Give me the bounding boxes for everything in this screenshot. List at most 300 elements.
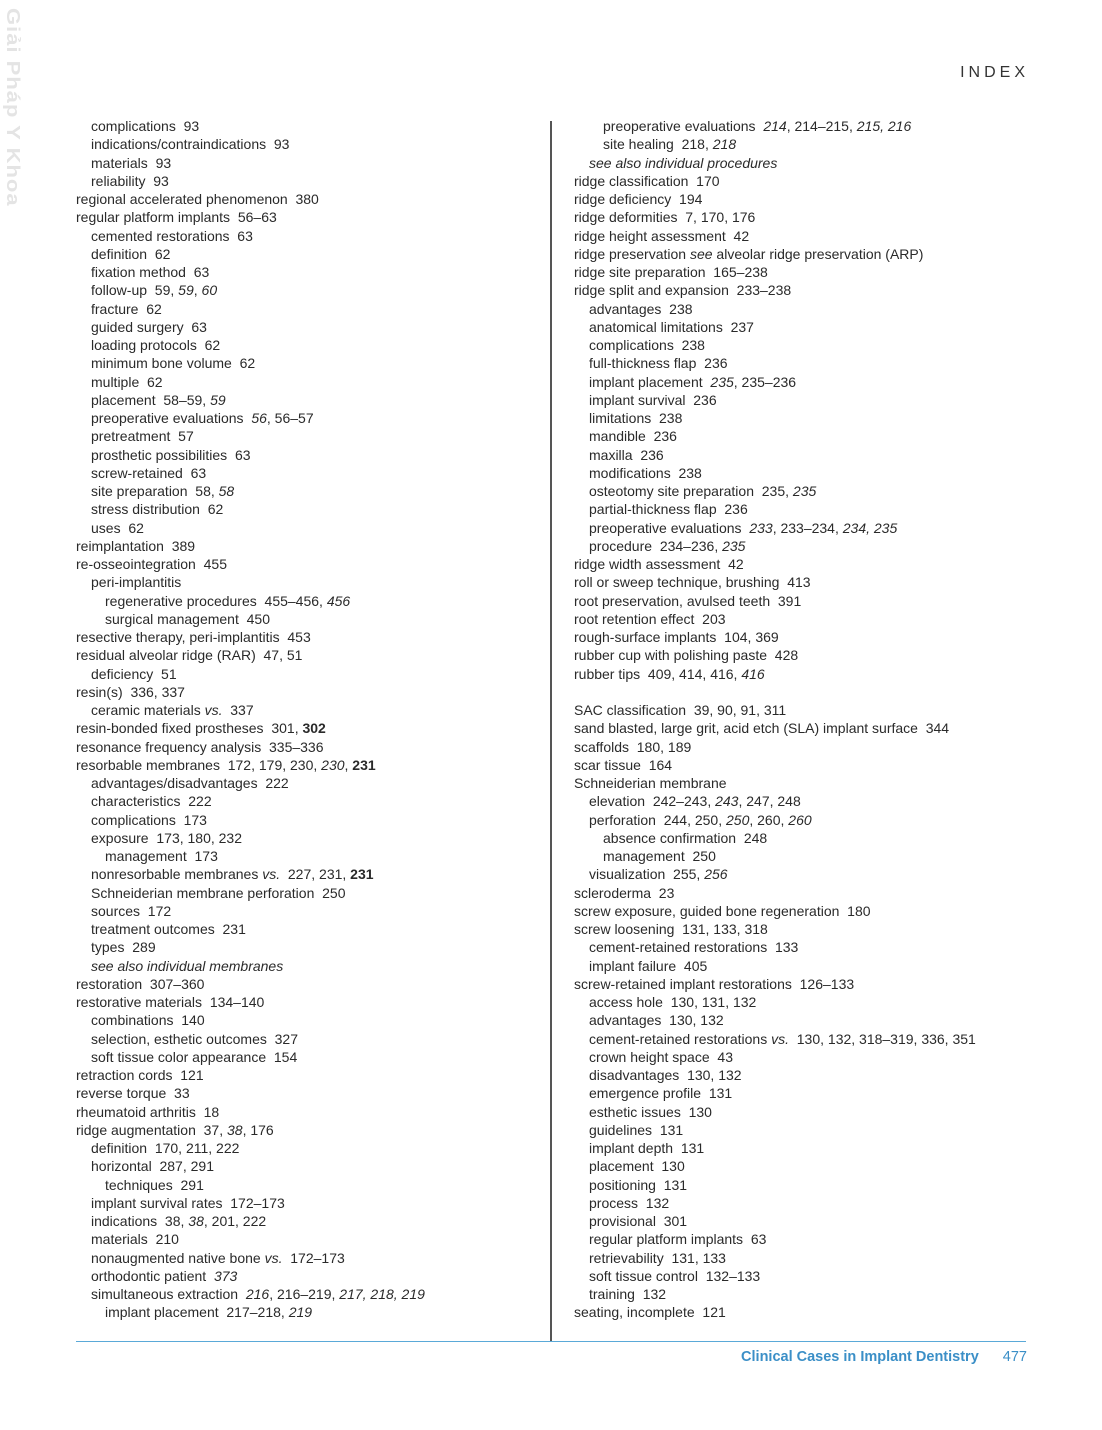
entry-text: rheumatoid arthritis 18	[76, 1103, 220, 1120]
entry-text: visualization 255,	[589, 866, 705, 883]
entry-text: resin(s) 336, 337	[76, 683, 185, 700]
index-subentry	[574, 1121, 1054, 1139]
entry-text: implant survival 236	[589, 391, 717, 408]
index-entry	[574, 208, 1054, 226]
index-entry	[574, 975, 1054, 993]
index-subentry	[574, 938, 1054, 956]
entry-text: ridge classification 170	[574, 172, 720, 189]
entry-text: Schneiderian membrane	[574, 775, 727, 791]
entry-text: 230	[321, 756, 345, 773]
entry-text: peri-implantitis	[91, 574, 182, 591]
entry-text: management 250	[603, 848, 716, 864]
index-entry	[574, 884, 1054, 902]
entry-text: nonaugmented native bone	[91, 1249, 265, 1266]
entry-text: 373	[213, 1267, 238, 1284]
index-subentry	[76, 811, 546, 829]
entry-text: characteristics 222	[91, 793, 212, 810]
index-subentry	[76, 610, 546, 628]
index-subentry	[574, 792, 1054, 810]
entry-text: indications/contraindications 93	[91, 136, 290, 153]
index-entry	[574, 756, 1054, 774]
entry-text: 235	[792, 483, 817, 499]
index-entry	[574, 701, 1054, 719]
index-entry	[76, 1103, 546, 1121]
index-subentry	[76, 665, 546, 683]
index-entry	[574, 245, 1054, 263]
entry-text: soft tissue color appearance 154	[91, 1048, 298, 1065]
entry-text: , 214–215,	[786, 118, 857, 134]
entry-text: 302	[302, 720, 326, 737]
index-entry	[76, 628, 546, 646]
entry-text: restoration 307–360	[76, 975, 205, 992]
entry-text: site healing 218,	[603, 136, 713, 153]
entry-text: cement-retained restorations 133	[589, 939, 799, 956]
entry-text: advantages/disadvantages 222	[91, 775, 289, 791]
entry-text: complications 93	[91, 118, 200, 134]
index-subentry	[76, 427, 546, 445]
entry-text: alveolar ridge preservation (ARP)	[712, 245, 924, 262]
entry-text: reimplantation 389	[76, 537, 196, 554]
entry-text: , 216–219,	[269, 1286, 340, 1302]
index-subentry	[76, 446, 546, 464]
entry-text: ridge augmentation 37,	[76, 1121, 227, 1138]
index-entry	[76, 537, 546, 555]
index-subentry	[574, 500, 1054, 518]
entry-text: 250	[726, 811, 750, 828]
entry-text: resective therapy, peri-implantitis 453	[76, 629, 311, 645]
index-entry	[574, 920, 1054, 938]
entry-text: 231	[352, 756, 376, 773]
index-subentry	[76, 1267, 546, 1285]
index-subentry	[76, 1194, 546, 1212]
entry-text: implant failure 405	[589, 957, 708, 974]
entry-text: nonresorbable membranes	[91, 866, 263, 883]
section-gap	[574, 683, 1054, 701]
column-divider	[550, 121, 552, 1341]
entry-text: regional accelerated phenomenon 380	[76, 191, 319, 207]
index-subentry	[76, 373, 546, 391]
entry-text: vs.	[264, 1249, 283, 1266]
index-column-left	[76, 117, 546, 1322]
entry-text: vs.	[262, 866, 281, 883]
entry-text: uses 62	[91, 519, 144, 536]
entry-text: 234, 235	[842, 519, 898, 536]
page-number: 477	[1002, 1349, 1027, 1365]
index-subentry	[76, 117, 546, 135]
entry-text: ,	[193, 282, 202, 299]
entry-text: , 235–236	[733, 373, 797, 390]
entry-text: perforation 244, 250,	[589, 811, 726, 828]
entry-text: implant placement 217–218,	[105, 1304, 289, 1321]
index-subentry	[574, 1103, 1054, 1121]
entry-text: 416	[741, 665, 765, 682]
entry-text: osteotomy site preparation 235,	[589, 483, 793, 499]
entry-text: 231	[350, 866, 374, 883]
index-subentry	[76, 1303, 546, 1321]
index-subentry	[574, 1139, 1054, 1157]
index-subentry	[76, 701, 546, 719]
index-subentry	[76, 1139, 546, 1157]
entry-text: soft tissue control 132–133	[589, 1267, 761, 1284]
index-subentry	[76, 519, 546, 537]
index-subentry	[76, 865, 546, 883]
entry-text: ridge width assessment 42	[574, 556, 744, 572]
index-subentry	[76, 774, 546, 792]
index-subentry	[574, 957, 1054, 975]
index-subentry	[76, 1176, 546, 1194]
entry-text: implant depth 131	[589, 1140, 705, 1156]
index-subentry	[76, 1230, 546, 1248]
entry-text: , 201, 222	[203, 1213, 267, 1229]
entry-text: re-osseointegration 455	[76, 556, 227, 572]
entry-text: preoperative evaluations	[603, 118, 764, 134]
index-entry	[76, 683, 546, 701]
index-subentry	[76, 300, 546, 318]
index-subentry	[574, 354, 1054, 372]
entry-text: see also individual procedures	[589, 154, 778, 171]
index-entry	[574, 719, 1054, 737]
entry-text: rubber cup with polishing paste 428	[574, 647, 799, 664]
index-subentry	[574, 1230, 1054, 1248]
entry-text: prosthetic possibilities 63	[91, 446, 251, 463]
index-entry	[574, 610, 1054, 628]
entry-text: definition 62	[91, 245, 171, 262]
running-head: INDEX	[960, 64, 1029, 81]
index-entry	[76, 646, 546, 664]
entry-text: access hole 130, 131, 132	[589, 994, 757, 1010]
entry-text: ridge preservation	[574, 245, 690, 262]
entry-text: procedure 234–236,	[589, 537, 723, 554]
entry-text: implant survival rates 172–173	[91, 1194, 285, 1211]
entry-text: 215, 216	[856, 118, 912, 134]
index-subentry	[76, 391, 546, 409]
index-entry	[574, 1303, 1054, 1321]
index-subentry	[574, 409, 1054, 427]
entry-text: see	[689, 245, 713, 262]
entry-text: ridge split and expansion 233–238	[574, 282, 792, 299]
index-subentry	[574, 1176, 1054, 1194]
index-subentry	[574, 446, 1054, 464]
entry-text: resonance frequency analysis 335–336	[76, 738, 324, 755]
index-entry	[76, 555, 546, 573]
index-entry	[574, 646, 1054, 664]
entry-text: 227, 231,	[280, 866, 351, 883]
index-subentry	[76, 957, 546, 975]
index-subentry	[76, 829, 546, 847]
entry-text: maxilla 236	[589, 446, 664, 463]
entry-text: emergence profile 131	[589, 1085, 733, 1102]
entry-text: guided surgery 63	[91, 318, 207, 335]
index-subentry	[574, 1066, 1054, 1084]
index-entry	[574, 738, 1054, 756]
index-subentry	[76, 318, 546, 336]
entry-text: placement 58–59,	[91, 391, 211, 408]
entry-text: 214	[763, 118, 787, 134]
entry-text: 218	[712, 136, 737, 153]
entry-text: reverse torque 33	[76, 1085, 190, 1102]
index-entry	[76, 1121, 546, 1139]
entry-text: pretreatment 57	[91, 428, 194, 445]
index-subentry	[76, 154, 546, 172]
entry-text: guidelines 131	[589, 1121, 684, 1138]
entry-text: management 173	[105, 848, 218, 864]
entry-text: disadvantages 130, 132	[589, 1067, 742, 1083]
entry-text: ridge deformities 7, 170, 176	[574, 209, 756, 226]
index-subentry	[574, 1212, 1054, 1230]
entry-text: types 289	[91, 939, 156, 956]
entry-text: full-thickness flap 236	[589, 355, 728, 372]
index-subentry	[76, 500, 546, 518]
entry-text: , 176	[242, 1121, 274, 1138]
index-subentry	[574, 117, 1054, 135]
entry-text: esthetic issues 130	[589, 1103, 712, 1120]
index-entry	[574, 592, 1054, 610]
index-subentry	[574, 318, 1054, 336]
index-entry	[574, 172, 1054, 190]
index-entry	[574, 665, 1054, 683]
index-subentry	[574, 1084, 1054, 1102]
entry-text: 59	[178, 282, 194, 299]
entry-text: , 233–234,	[772, 519, 843, 536]
entry-text: , 56–57	[266, 410, 314, 426]
index-subentry	[574, 300, 1054, 318]
entry-text: advantages 130, 132	[589, 1012, 724, 1029]
entry-text: screw-retained implant restorations 126–133	[574, 975, 855, 992]
entry-text: 260	[788, 811, 812, 828]
index-entry	[574, 263, 1054, 281]
entry-text: materials 93	[91, 154, 172, 171]
index-subentry	[76, 263, 546, 281]
entry-text: 38	[227, 1121, 243, 1138]
index-subentry	[574, 427, 1054, 445]
entry-text: crown height space 43	[589, 1048, 733, 1065]
index-subentry	[76, 792, 546, 810]
entry-text: see also individual membranes	[91, 957, 284, 974]
entry-text: combinations 140	[91, 1012, 205, 1029]
entry-text: materials 210	[91, 1231, 179, 1248]
entry-text: cemented restorations 63	[91, 227, 253, 244]
entry-text: rubber tips 409, 414, 416,	[574, 665, 742, 682]
entry-text: vs.	[204, 702, 223, 718]
entry-text: exposure 173, 180, 232	[91, 829, 243, 846]
index-subentry	[574, 154, 1054, 172]
entry-text: restorative materials 134–140	[76, 994, 265, 1010]
entry-text: 456	[326, 592, 351, 609]
index-column-right	[574, 117, 1054, 1322]
entry-text: screw loosening 131, 133, 318	[574, 921, 768, 937]
entry-text: scar tissue 164	[574, 756, 673, 773]
index-entry	[76, 1084, 546, 1102]
index-subentry	[574, 391, 1054, 409]
entry-text: root retention effect 203	[574, 610, 726, 627]
index-entry	[76, 1066, 546, 1084]
entry-text: 38	[188, 1213, 204, 1229]
entry-text: treatment outcomes 231	[91, 921, 246, 937]
footer	[741, 1349, 1027, 1365]
entry-text: limitations 238	[589, 410, 683, 426]
index-subentry	[76, 172, 546, 190]
entry-text: rough-surface implants 104, 369	[574, 629, 779, 645]
entry-text: ridge height assessment 42	[574, 227, 750, 244]
entry-text: stress distribution 62	[91, 501, 224, 518]
index-subentry	[76, 847, 546, 865]
entry-text: 337	[222, 702, 254, 718]
index-subentry	[76, 281, 546, 299]
index-entry	[574, 628, 1054, 646]
entry-text: screw-retained 63	[91, 464, 207, 481]
index-subentry	[574, 519, 1054, 537]
entry-text: advantages 238	[589, 300, 693, 317]
index-subentry	[76, 1249, 546, 1267]
entry-text: 216	[245, 1286, 270, 1302]
index-subentry	[574, 1267, 1054, 1285]
entry-text: multiple 62	[91, 373, 163, 390]
index-entry	[574, 555, 1054, 573]
entry-text: 219	[288, 1304, 313, 1321]
entry-text: 233	[749, 519, 773, 536]
entry-text: regular platform implants 63	[589, 1231, 767, 1248]
entry-text: anatomical limitations 237	[589, 318, 754, 335]
index-subentry	[76, 336, 546, 354]
entry-text: 59	[210, 391, 226, 408]
index-subentry	[76, 1212, 546, 1230]
entry-text: simultaneous extraction	[91, 1286, 246, 1302]
index-subentry	[76, 1011, 546, 1029]
index-entry	[76, 993, 546, 1011]
entry-text: 172–173	[282, 1249, 345, 1266]
entry-text: complications 173	[91, 811, 207, 828]
index-entry	[76, 190, 546, 208]
index-subentry	[574, 537, 1054, 555]
entry-text: sand blasted, large grit, acid etch (SLA) implant surface 344	[574, 720, 950, 737]
index-subentry	[76, 409, 546, 427]
entry-text: surgical management 450	[105, 610, 270, 627]
index-subentry	[574, 373, 1054, 391]
index-subentry	[76, 1157, 546, 1175]
entry-text: resin-bonded fixed prostheses 301,	[76, 720, 303, 737]
index-subentry	[76, 135, 546, 153]
entry-text: ridge site preparation 165–238	[574, 264, 768, 280]
index-subentry	[76, 902, 546, 920]
index-subentry	[574, 464, 1054, 482]
entry-text: scleroderma 23	[574, 884, 675, 901]
index-subentry	[574, 847, 1054, 865]
index-subentry	[76, 938, 546, 956]
entry-text: positioning 131	[589, 1176, 688, 1193]
entry-text: , 247, 248	[738, 793, 801, 810]
index-subentry	[76, 1285, 546, 1303]
index-subentry	[76, 227, 546, 245]
entry-text: minimum bone volume 62	[91, 355, 256, 372]
entry-text: 243	[715, 793, 739, 810]
entry-text: vs.	[771, 1030, 789, 1047]
entry-text: implant placement	[589, 373, 711, 390]
entry-text: absence confirmation 248	[603, 829, 768, 846]
index-subentry	[574, 1194, 1054, 1212]
index-entry	[76, 738, 546, 756]
footer-rule	[76, 1341, 1026, 1342]
entry-text: ridge deficiency 194	[574, 191, 703, 207]
entry-text: elevation 242–243,	[589, 793, 716, 810]
entry-text: roll or sweep technique, brushing 413	[574, 574, 811, 591]
index-subentry	[574, 336, 1054, 354]
entry-text: partial-thickness flap 236	[589, 501, 748, 518]
index-entry	[76, 719, 546, 737]
entry-text: fixation method 63	[91, 264, 210, 280]
footer-book-title: Clinical Cases in Implant Dentistry	[741, 1349, 979, 1365]
entry-text: regular platform implants 56–63	[76, 209, 277, 226]
entry-text: , 260,	[749, 811, 789, 828]
entry-text: site preparation 58,	[91, 483, 219, 499]
entry-text: placement 130	[589, 1158, 685, 1175]
index-subentry	[76, 573, 546, 591]
index-subentry	[574, 1249, 1054, 1267]
entry-text: 58	[218, 483, 235, 499]
index-subentry	[76, 482, 546, 500]
entry-text: screw exposure, guided bone regeneration 180	[574, 902, 871, 919]
entry-text: loading protocols 62	[91, 337, 221, 353]
entry-text: horizontal 287, 291	[91, 1158, 214, 1175]
entry-text: training 132	[589, 1286, 667, 1302]
entry-text: scaffolds 180, 189	[574, 738, 692, 755]
entry-text: provisional 301	[589, 1213, 688, 1229]
entry-text: definition 170, 211, 222	[91, 1140, 240, 1156]
index-subentry	[76, 920, 546, 938]
index-subentry	[574, 135, 1054, 153]
entry-text: complications 238	[589, 337, 705, 353]
index-subentry	[574, 811, 1054, 829]
index-entry	[76, 975, 546, 993]
entry-text: SAC classification 39, 90, 91, 311	[574, 702, 787, 718]
index-subentry	[76, 592, 546, 610]
index-subentry	[574, 829, 1054, 847]
entry-text: 217, 218, 219	[339, 1286, 425, 1302]
index-subentry	[574, 865, 1054, 883]
entry-text: seating, incomplete 121	[574, 1304, 726, 1321]
entry-text: 235	[710, 373, 734, 390]
entry-text: ceramic materials	[91, 702, 205, 718]
entry-text: process 132	[589, 1194, 670, 1211]
index-subentry	[574, 482, 1054, 500]
entry-text: 235	[722, 537, 746, 554]
entry-text: 56	[251, 410, 267, 426]
index-subentry	[574, 1157, 1054, 1175]
entry-text: follow-up 59,	[91, 282, 179, 299]
entry-text: residual alveolar ridge (RAR) 47, 51	[76, 647, 303, 664]
entry-text: selection, esthetic outcomes 327	[91, 1030, 299, 1047]
index-entry	[574, 227, 1054, 245]
entry-text: fracture 62	[91, 300, 162, 317]
index-subentry	[574, 1285, 1054, 1303]
index-entry	[574, 190, 1054, 208]
index-entry	[574, 281, 1054, 299]
entry-text: ,	[344, 756, 353, 773]
watermark: Giải Pháp Y Khoa	[2, 8, 25, 207]
index-subentry	[76, 1030, 546, 1048]
entry-text: retrievability 131, 133	[589, 1249, 726, 1266]
entry-text: 130, 132, 318–319, 336, 351	[788, 1030, 976, 1047]
index-entry	[574, 774, 1054, 792]
entry-text: Schneiderian membrane perforation 250	[91, 884, 346, 901]
index-subentry	[76, 245, 546, 263]
entry-text: deficiency 51	[91, 665, 177, 682]
entry-text: indications 38,	[91, 1213, 189, 1229]
index-subentry	[76, 884, 546, 902]
entry-text: preoperative evaluations	[589, 519, 750, 536]
entry-text: reliability 93	[91, 172, 169, 189]
index-subentry	[574, 1048, 1054, 1066]
entry-text: modifications 238	[589, 464, 702, 481]
